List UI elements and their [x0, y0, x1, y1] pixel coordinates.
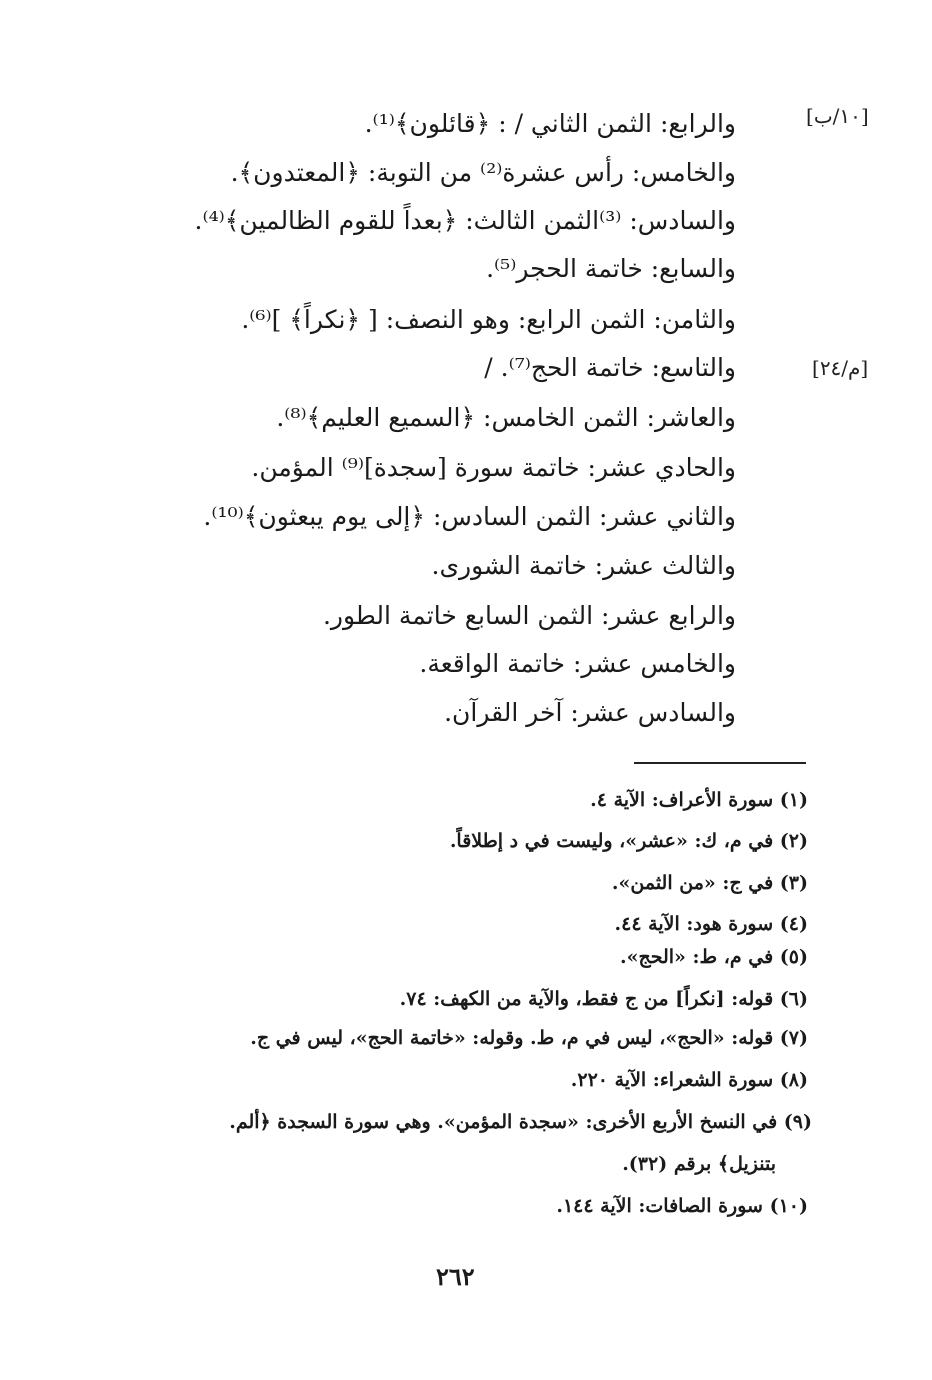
- margin-note-m24: [م/٢٤]: [812, 356, 869, 380]
- main-line: والخامس عشر: خاتمة الواقعة.: [419, 649, 736, 678]
- main-line: والحادي عشر: خاتمة سورة [سجدة]⁽⁹⁾ المؤمن.: [251, 453, 736, 482]
- footnote-8: (٨) سورة الشعراء: الآية ٢٢٠.: [570, 1069, 808, 1091]
- footnote-separator: [634, 762, 806, 764]
- footnote-1: (١) سورة الأعراف: الآية ٤.: [590, 789, 808, 811]
- main-line: والتاسع: خاتمة الحج⁽⁷⁾. /: [484, 353, 736, 382]
- main-line: والسادس: ⁽³⁾الثمن الثالث: ﴿بعداً للقوم الظالمين﴾⁽⁴⁾.: [194, 206, 736, 235]
- main-line: والعاشر: الثمن الخامس: ﴿السميع العليم﴾⁽⁸⁾.: [276, 403, 736, 432]
- main-line: والسادس عشر: آخر القرآن.: [444, 698, 736, 727]
- footnote-7: (٧) قوله: «الحج»، ليس في م، ط. وقوله: «خاتمة الحج»، ليس في ج.: [250, 1027, 808, 1049]
- page-number: ٢٦٢: [436, 1262, 475, 1291]
- footnote-5: (٥) في م، ط: «الحج».: [619, 946, 808, 968]
- footnote-2: (٢) في م، ك: «عشر»، وليست في د إطلاقاً.: [449, 830, 808, 852]
- main-line: والثاني عشر: الثمن السادس: ﴿إلى يوم يبعثون﴾⁽¹⁰⁾.: [203, 502, 736, 531]
- footnote-6: (٦) قوله: [نكراً] من ج فقط، والآية من الكهف: ٧٤.: [399, 988, 808, 1010]
- footnote-4: (٤) سورة هود: الآية ٤٤.: [614, 913, 808, 935]
- main-line: والثالث عشر: خاتمة الشورى.: [431, 551, 736, 580]
- main-line: والثامن: الثمن الرابع: وهو النصف: [ ﴿نكراً﴾ ]⁽⁶⁾.: [241, 305, 736, 334]
- main-line: والرابع: الثمن الثاني / : ﴿قائلون﴾⁽¹⁾.: [364, 109, 736, 138]
- footnote-9: (٩) في النسخ الأربع الأخرى: «سجدة المؤمن». وهي سورة السجدة ﴿ألم.: [229, 1111, 812, 1133]
- main-line: والرابع عشر: الثمن السابع خاتمة الطور.: [322, 601, 736, 630]
- footnote-9-continuation: بتنزيل﴾ برقم (٣٢).: [622, 1153, 776, 1175]
- main-line: والخامس: رأس عشرة⁽²⁾ من التوبة: ﴿المعتدون﴾.: [230, 158, 736, 187]
- margin-note-folio-10b: [١٠/ب]: [806, 104, 869, 128]
- main-line: والسابع: خاتمة الحجر⁽⁵⁾.: [486, 254, 736, 283]
- footnote-3: (٣) في ج: «من الثمن».: [611, 872, 808, 894]
- footnote-10: (١٠) سورة الصافات: الآية ١٤٤.: [556, 1195, 808, 1217]
